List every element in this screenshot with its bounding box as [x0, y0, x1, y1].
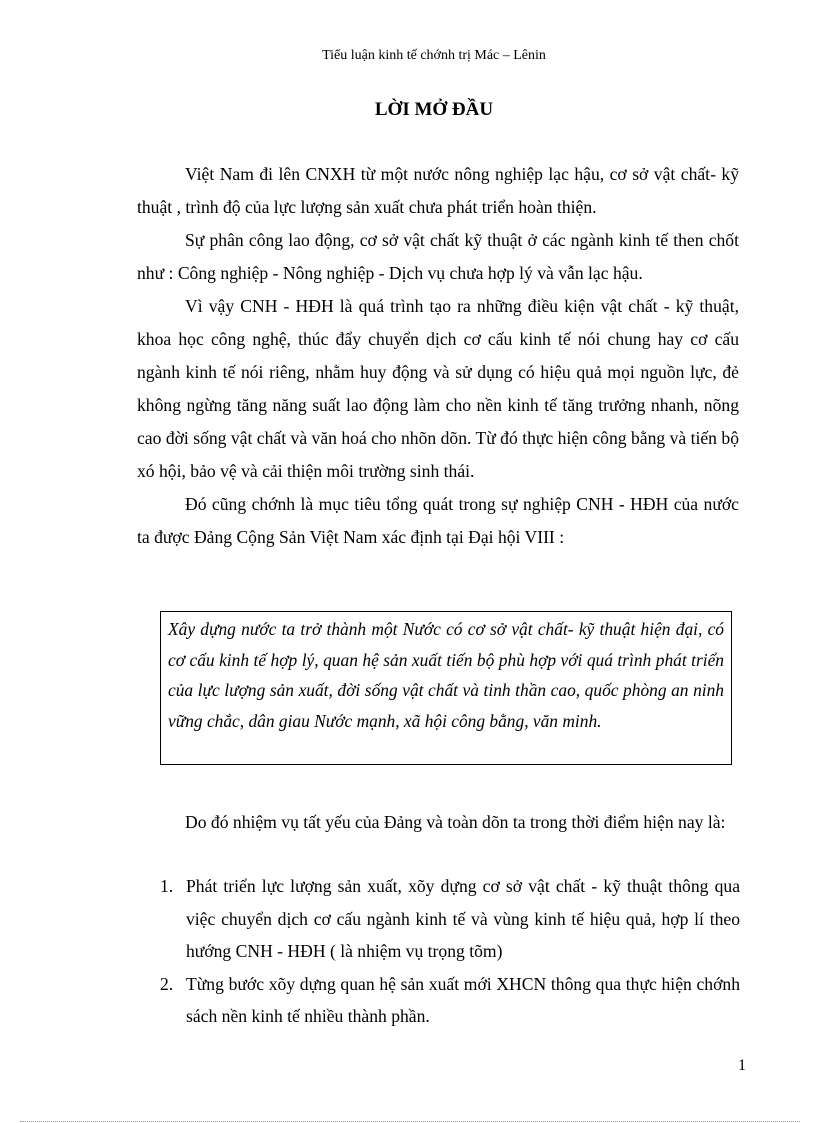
running-header: Tiểu luận kinh tế chớnh trị Mác – Lênin	[322, 48, 546, 63]
page-bottom-divider	[20, 1121, 800, 1122]
list-item-text: Từng bước xõy dựng quan hệ sản xuất mới XHCN thông qua thực hiện chớnh sách nền kinh tế nhiều thành phần.	[186, 973, 740, 1026]
intro-block	[137, 158, 739, 554]
quote-text: Xây dựng nước ta trở thành một Nước có cơ sở vật chất- kỹ thuật hiện đại, có cơ cấu kinh tế hợp lý, quan hệ sản xuất tiến bộ phù hợp với quá trình phát triển của lực lượng sản xuất, đời sống vật chất và tinh thần cao, quốc phòng an ninh vững chắc, dân giau Nước mạnh, xã hội công bằng, văn minh.	[168, 619, 724, 731]
paragraph-after-quote: Do đó nhiệm vụ tất yếu của Đảng và toàn dõn ta trong thời điểm hiện nay là:	[185, 812, 726, 832]
task-list	[160, 870, 740, 1033]
list-item	[160, 870, 740, 968]
list-item	[160, 968, 740, 1033]
page-number: 1	[738, 1057, 746, 1074]
after-quote-block	[137, 806, 739, 839]
page-title: LỜI MỞ ĐẦU	[374, 99, 494, 120]
paragraph-2: Sự phân công lao động, cơ sở vật chất kỹ thuật ở các ngành kinh tế then chốt như : Công nghiệp - Nông nghiệp - Dịch vụ chưa hợp lý và vẫn lạc hậu.	[137, 230, 739, 283]
paragraph-4: Đó cũng chớnh là mục tiêu tổng quát trong sự nghiệp CNH - HĐH của nước ta được Đảng Cộng Sản Việt Nam xác định tại Đại hội VIII :	[137, 494, 739, 547]
list-item-number: 1.	[160, 876, 174, 896]
list-item-number: 2.	[160, 973, 174, 994]
list-item-text: Phát triển lực lượng sản xuất, xõy dựng cơ sở vật chất - kỹ thuật thông qua việc chuyển dịch cơ cấu ngành kinh tế và vùng kinh tế hiệu quả, hợp lí theo hướng CNH - HĐH ( là nhiệm vụ trọng tõm)	[186, 876, 740, 961]
paragraph-3: Vì vậy CNH - HĐH là quá trình tạo ra những điều kiện vật chất - kỹ thuật, khoa học công nghệ, thúc đẩy chuyển dịch cơ cấu kinh tế nói chung hay cơ cấu ngành kinh tế nói riêng, nhằm huy động và sử dụng có hiệu quả mọi nguồn lực, đẻ không ngừng tăng năng suất lao động làm cho nền kinh tế tăng trưởng nhanh, nõng cao đời sống vật chất và văn hoá cho nhõn dõn. Từ đó thực hiện công bằng và tiến bộ xó hội, bảo vệ và cải thiện môi trường sinh thái.	[137, 296, 739, 481]
quote-box	[160, 611, 732, 765]
paragraph-1: Việt Nam đi lên CNXH từ một nước nông nghiệp lạc hậu, cơ sở vật chất- kỹ thuật , trình độ của lực lượng sản xuất chưa phát triển hoàn thiện.	[137, 164, 739, 217]
